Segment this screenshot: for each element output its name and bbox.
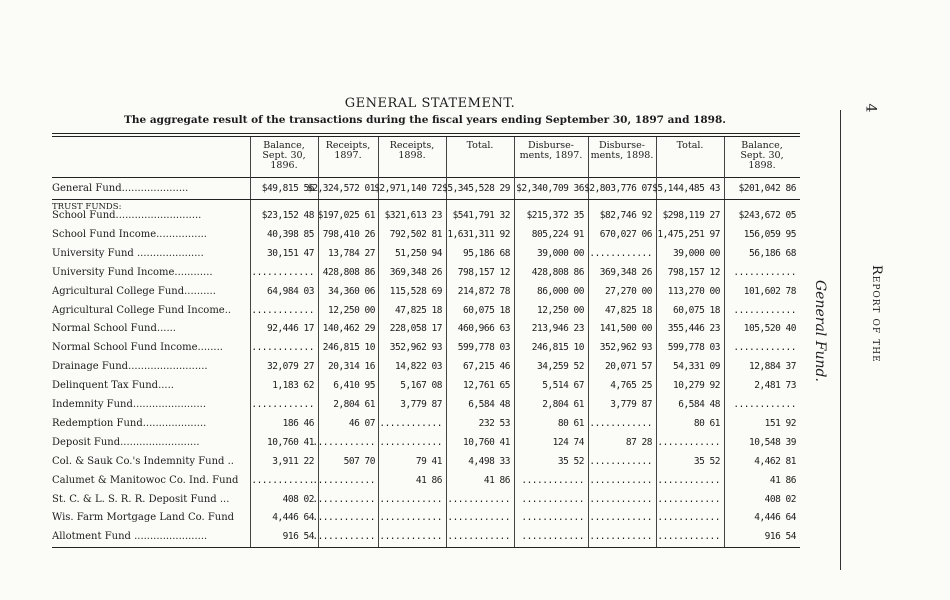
table-cell: ............ xyxy=(379,531,442,543)
table-cell: 141,500 00 xyxy=(599,323,652,335)
top-rule-1 xyxy=(52,136,800,137)
table-cell: 51,250 94 xyxy=(395,247,442,259)
table-row xyxy=(52,437,800,455)
general-fund-rule xyxy=(52,199,800,200)
table-cell: 86,000 00 xyxy=(537,285,584,297)
table-cell: $5,144,485 43 xyxy=(652,183,720,194)
row-label: Drainage Fund......................... xyxy=(52,361,208,373)
table-cell: 34,259 52 xyxy=(537,361,584,373)
table-cell: ............ xyxy=(312,474,375,486)
table-cell: $5,345,528 29 xyxy=(442,183,510,194)
table-cell: ............ xyxy=(447,493,510,505)
table-cell: ............ xyxy=(657,436,720,448)
page-title: GENERAL STATEMENT. xyxy=(344,96,516,111)
table-cell: ............ xyxy=(379,417,442,429)
table-cell: 80 61 xyxy=(557,417,584,429)
table-row xyxy=(52,229,800,247)
table-cell: 599,778 03 xyxy=(457,342,510,354)
table-cell: 34,360 06 xyxy=(328,285,375,297)
row-label: Normal School Fund Income........ xyxy=(52,342,223,354)
side-title-text: General Fund. xyxy=(812,280,828,382)
table-cell: ............ xyxy=(251,342,314,354)
table-cell: ............ xyxy=(589,474,652,486)
column-header: Disburse- ments, 1898. xyxy=(590,140,654,161)
table-cell: ............ xyxy=(379,436,442,448)
table-cell: ............ xyxy=(251,266,314,278)
table-cell: 6,584 48 xyxy=(678,399,720,410)
table-cell: 1,631,311 92 xyxy=(447,228,510,240)
table-cell: ............ xyxy=(379,493,442,505)
trust-funds-label: TRUST FUNDS: xyxy=(52,202,122,212)
table-cell: ............ xyxy=(312,512,375,524)
table-cell: 4,462 81 xyxy=(754,455,796,467)
table-cell: 20,314 16 xyxy=(328,361,375,373)
table-cell: 60,075 18 xyxy=(673,304,720,316)
row-label: Delinquent Tax Fund..... xyxy=(52,380,174,392)
table-cell: 2,804 61 xyxy=(333,399,375,410)
row-label: General Fund..................... xyxy=(52,183,189,194)
table-cell: ............ xyxy=(521,531,584,543)
table-cell: 39,000 00 xyxy=(673,247,720,259)
table-cell: 2,481 73 xyxy=(754,380,796,392)
table-cell: 228,058 17 xyxy=(389,323,442,335)
table-cell: 10,548 39 xyxy=(749,436,796,448)
table-cell: 12,250 00 xyxy=(537,304,584,316)
table-cell: ............ xyxy=(733,342,796,354)
table-row xyxy=(52,531,800,549)
table-cell: ............ xyxy=(521,512,584,524)
table-cell: 3,779 87 xyxy=(400,399,442,410)
table-cell: 599,778 03 xyxy=(667,342,720,354)
table-cell: 30,151 47 xyxy=(267,247,314,259)
table-cell: 80 61 xyxy=(693,417,720,429)
running-header xyxy=(870,265,890,425)
row-label: School Fund........................... xyxy=(52,210,202,221)
table-cell: ............ xyxy=(521,493,584,505)
table-row xyxy=(52,286,800,304)
table-cell: 352,962 93 xyxy=(389,342,442,354)
column-header: Balance, Sept. 30, 1896. xyxy=(262,140,306,171)
table-cell: $541,791 32 xyxy=(452,210,510,221)
table-cell: 156,059 95 xyxy=(743,228,796,240)
table-cell: $2,971,140 72 xyxy=(374,183,442,194)
row-label: Col. & Sauk Co.'s Indemnity Fund .. xyxy=(52,455,234,467)
table-cell: 27,270 00 xyxy=(605,285,652,297)
table-cell: ............ xyxy=(447,531,510,543)
table-cell: 4,498 33 xyxy=(468,455,510,467)
table-cell: ............ xyxy=(589,455,652,467)
table-cell: 355,446 23 xyxy=(667,323,720,335)
table-cell: 408 02 xyxy=(764,493,796,505)
table-row xyxy=(52,456,800,474)
table-cell: 352,962 93 xyxy=(599,342,652,354)
table-cell: 246,815 10 xyxy=(322,342,375,354)
table-cell: ............ xyxy=(733,399,796,410)
table-cell: 369,348 26 xyxy=(389,266,442,278)
table-cell: 54,331 09 xyxy=(673,361,720,373)
table-row xyxy=(52,475,800,493)
table-cell: 2,804 61 xyxy=(542,399,584,410)
table-cell: 32,079 27 xyxy=(267,361,314,373)
table-cell: 186 46 xyxy=(282,417,314,429)
table-cell: $2,324,572 01 xyxy=(307,183,375,194)
column-header: Receipts, 1898. xyxy=(389,140,435,161)
table-cell: 6,584 48 xyxy=(468,399,510,410)
table-cell: ............ xyxy=(733,266,796,278)
table-cell: 113,270 00 xyxy=(667,285,720,297)
table-cell: 101,602 78 xyxy=(743,285,796,297)
table-cell: 79 41 xyxy=(415,455,442,467)
table-cell: 47,825 18 xyxy=(395,304,442,316)
table-cell: 805,224 91 xyxy=(531,228,584,240)
table-cell: 13,784 27 xyxy=(328,247,375,259)
table-cell: $49,815 56 xyxy=(261,183,314,194)
table-row xyxy=(52,210,800,228)
table-cell: 507 70 xyxy=(343,455,375,467)
table-cell: $82,746 92 xyxy=(599,210,652,221)
table-cell: 12,250 00 xyxy=(328,304,375,316)
table-cell: 798,157 12 xyxy=(667,266,720,278)
table-cell: 47,825 18 xyxy=(605,304,652,316)
row-label: University Fund Income............ xyxy=(52,266,213,278)
row-label: Agricultural College Fund Income.. xyxy=(52,304,232,316)
table-row xyxy=(52,418,800,436)
row-label: Allotment Fund ....................... xyxy=(52,531,208,543)
column-header: Total. xyxy=(466,140,494,151)
row-label: Deposit Fund......................... xyxy=(52,436,200,448)
table-cell: 6,410 95 xyxy=(333,380,375,392)
table-row xyxy=(52,380,800,398)
table-cell: ............ xyxy=(251,474,314,486)
table-cell: 12,761 65 xyxy=(463,380,510,392)
table-cell: 4,446 64 xyxy=(754,512,796,524)
table-cell: 798,410 26 xyxy=(322,228,375,240)
table-cell: 40,398 85 xyxy=(267,228,314,240)
table-cell: ............ xyxy=(589,512,652,524)
table-cell: ............ xyxy=(521,474,584,486)
row-label: Redemption Fund.................... xyxy=(52,417,207,429)
table-row xyxy=(52,248,800,266)
table-cell: 67,215 46 xyxy=(463,361,510,373)
table-cell: ............ xyxy=(251,399,314,410)
table-cell: $201,042 86 xyxy=(738,183,796,194)
table-cell: ............ xyxy=(447,512,510,524)
table-cell: $2,803,776 07 xyxy=(584,183,652,194)
table-cell: $23,152 48 xyxy=(261,210,314,221)
table-cell: 4,765 25 xyxy=(610,380,652,392)
table-cell: 792,502 81 xyxy=(389,228,442,240)
table-cell: $215,372 35 xyxy=(526,210,584,221)
table-cell: ............ xyxy=(589,531,652,543)
table-cell: 214,872 78 xyxy=(457,285,510,297)
table-cell: $321,613 23 xyxy=(384,210,442,221)
table-cell: 35 52 xyxy=(693,455,720,467)
table-row xyxy=(52,267,800,285)
table-cell: 12,884 37 xyxy=(749,361,796,373)
margin-rule xyxy=(840,110,841,570)
table-cell: ............ xyxy=(251,304,314,316)
table-cell: 60,075 18 xyxy=(463,304,510,316)
table-cell: ............ xyxy=(312,531,375,543)
table-cell: 41 86 xyxy=(415,474,442,486)
table-row xyxy=(52,494,800,512)
row-label: Indemnity Fund....................... xyxy=(52,399,207,410)
page-number: 4 xyxy=(862,103,879,113)
table-cell: $2,340,709 36 xyxy=(516,183,584,194)
table-cell: 87 28 xyxy=(625,436,652,448)
column-header: Disburse- ments, 1897. xyxy=(519,140,583,161)
table-cell: $243,672 05 xyxy=(738,210,796,221)
table-cell: 232 53 xyxy=(478,417,510,429)
table-cell: ............ xyxy=(312,436,375,448)
table-cell: 41 86 xyxy=(769,474,796,486)
row-label: School Fund Income................ xyxy=(52,228,207,240)
row-label: Wis. Farm Mortgage Land Co. Fund xyxy=(52,512,235,524)
column-header: Total. xyxy=(676,140,704,151)
table-cell: 369,348 26 xyxy=(599,266,652,278)
table-row xyxy=(52,323,800,341)
table-cell: 1,475,251 97 xyxy=(657,228,720,240)
table-cell: 46 07 xyxy=(348,417,375,429)
table-cell: ............ xyxy=(657,512,720,524)
table-row xyxy=(52,399,800,417)
table-cell: 428,808 86 xyxy=(322,266,375,278)
table-cell: 1,183 62 xyxy=(272,380,314,392)
table-cell: 105,520 40 xyxy=(743,323,796,335)
table-cell: 3,911 22 xyxy=(272,455,314,467)
table-row xyxy=(52,512,800,530)
table-cell: 20,071 57 xyxy=(605,361,652,373)
table-cell: 124 74 xyxy=(552,436,584,448)
table-cell: 56,186 68 xyxy=(749,247,796,259)
row-label: Agricultural College Fund.......... xyxy=(52,285,216,297)
page-subtitle: The aggregate result of the transactions during the fiscal years ending September 30, 1897 and 1898. xyxy=(124,114,726,126)
table-row xyxy=(52,305,800,323)
table-cell: 246,815 10 xyxy=(531,342,584,354)
side-title xyxy=(812,280,832,420)
table-cell: ............ xyxy=(657,493,720,505)
top-rule-0 xyxy=(52,133,800,134)
table-cell: 95,186 68 xyxy=(463,247,510,259)
table-cell: 115,528 69 xyxy=(389,285,442,297)
table-cell: 14,822 03 xyxy=(395,361,442,373)
column-header: Balance, Sept. 30, 1898. xyxy=(740,140,784,171)
table-cell: 5,167 08 xyxy=(400,380,442,392)
table-cell: 140,462 29 xyxy=(322,323,375,335)
table-cell: 428,808 86 xyxy=(531,266,584,278)
table-cell: 92,446 17 xyxy=(267,323,314,335)
column-header: Receipts, 1897. xyxy=(325,140,371,161)
running-header-text: Report of the xyxy=(869,265,884,363)
table-cell: 460,966 63 xyxy=(457,323,510,335)
table-cell: 10,279 92 xyxy=(673,380,720,392)
table-cell: 3,779 87 xyxy=(610,399,652,410)
table-cell: 213,946 23 xyxy=(531,323,584,335)
table-cell: 41 86 xyxy=(483,474,510,486)
table-cell: 916 54 xyxy=(282,531,314,543)
table-cell: 39,000 00 xyxy=(537,247,584,259)
row-label: Normal School Fund...... xyxy=(52,323,176,335)
table-row xyxy=(52,342,800,360)
row-label: University Fund ..................... xyxy=(52,247,204,259)
row-label: Calumet & Manitowoc Co. Ind. Fund xyxy=(52,474,239,486)
table-row xyxy=(52,361,800,379)
table-cell: 151 92 xyxy=(764,417,796,429)
table-cell: ............ xyxy=(733,304,796,316)
table-cell: 798,157 12 xyxy=(457,266,510,278)
table-cell: 670,027 06 xyxy=(599,228,652,240)
table-cell: 10,760 41 xyxy=(463,436,510,448)
table-cell: 5,514 67 xyxy=(542,380,584,392)
table-cell: ............ xyxy=(589,247,652,259)
table-cell: ............ xyxy=(589,417,652,429)
table-cell: 10,760 41 xyxy=(267,436,314,448)
header-rule xyxy=(52,177,800,178)
table-cell: $298,119 27 xyxy=(662,210,720,221)
row-label: St. C. & L. S. R. R. Deposit Fund ... xyxy=(52,493,230,505)
table-cell: 4,446 64 xyxy=(272,512,314,524)
table-cell: 64,984 03 xyxy=(267,285,314,297)
table-cell: ............ xyxy=(312,493,375,505)
table-cell: ............ xyxy=(379,512,442,524)
table-cell: $197,025 61 xyxy=(317,210,375,221)
table-cell: ............ xyxy=(589,493,652,505)
table-cell: 916 54 xyxy=(764,531,796,543)
table-cell: 35 52 xyxy=(557,455,584,467)
table-cell: ............ xyxy=(657,531,720,543)
table-cell: 408 02 xyxy=(282,493,314,505)
table-cell: ............ xyxy=(657,474,720,486)
